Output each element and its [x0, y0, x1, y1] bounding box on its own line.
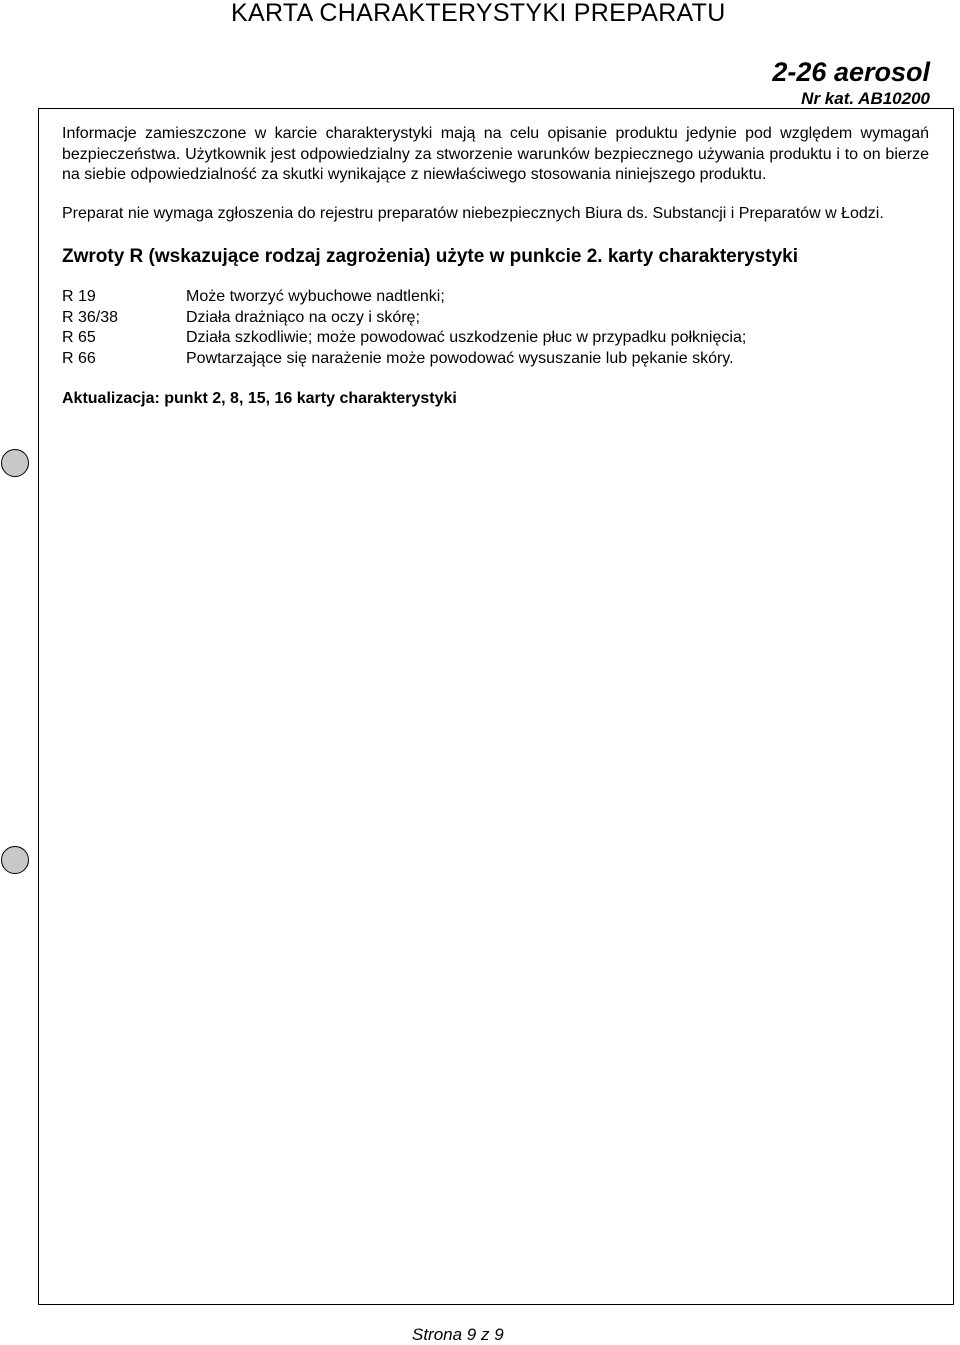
r-phrase-code: R 36/38 — [62, 308, 119, 326]
r-phrase-text: Działa drażniąco na oczy i skórę; — [186, 308, 420, 326]
disclaimer-paragraph: Informacje zamieszczone w karcie charakterystyki mają na celu opisanie produktu jedynie pod względem wymagań bezpieczeństwa. Użytkownik jest odpowiedzialny za stworzenie warunków bezpiecznego używania produktu i to on bierze na siebie odpowiedzialność za skutki wynikające z niewłaściwego stosowania niniejszego produktu. — [62, 125, 929, 183]
r-phrases-heading: Zwroty R (wskazujące rodzaj zagrożenia) użyte w punkcie 2. karty charakterystyki — [62, 246, 798, 267]
catalog-number: Nr kat. AB10200 — [801, 89, 930, 108]
document-title: KARTA CHARAKTERYSTYKI PREPARATU — [231, 0, 726, 27]
document-body — [62, 124, 929, 409]
registry-note-paragraph: Preparat nie wymaga zgłoszenia do rejestru preparatów niebezpiecznych Biura ds. Substancji i Preparatów w Łodzi. — [62, 204, 884, 222]
page-number: Strona 9 z 9 — [412, 1325, 504, 1344]
r-phrase-text: Może tworzyć wybuchowe nadtlenki; — [186, 288, 445, 305]
product-name: 2-26 aerosol — [772, 57, 930, 87]
r-phrase-row — [62, 349, 929, 370]
update-note: Aktualizacja: punkt 2, 8, 15, 16 karty charakterystyki — [62, 390, 457, 407]
r-phrase-row — [62, 287, 929, 308]
r-phrase-text: Działa szkodliwie; może powodować uszkodzenie płuc w przypadku połknięcia; — [186, 329, 747, 346]
r-phrase-code: R 66 — [62, 349, 96, 367]
r-phrase-code: R 19 — [62, 288, 96, 305]
punch-hole-top — [1, 449, 29, 477]
punch-hole-bottom — [1, 846, 29, 874]
r-phrase-code: R 65 — [62, 329, 96, 346]
r-phrase-row — [62, 328, 929, 349]
r-phrases-list — [62, 287, 929, 369]
r-phrase-text: Powtarzające się narażenie może powodować wysuszanie lub pękanie skóry. — [186, 349, 734, 367]
r-phrase-row — [62, 308, 929, 329]
